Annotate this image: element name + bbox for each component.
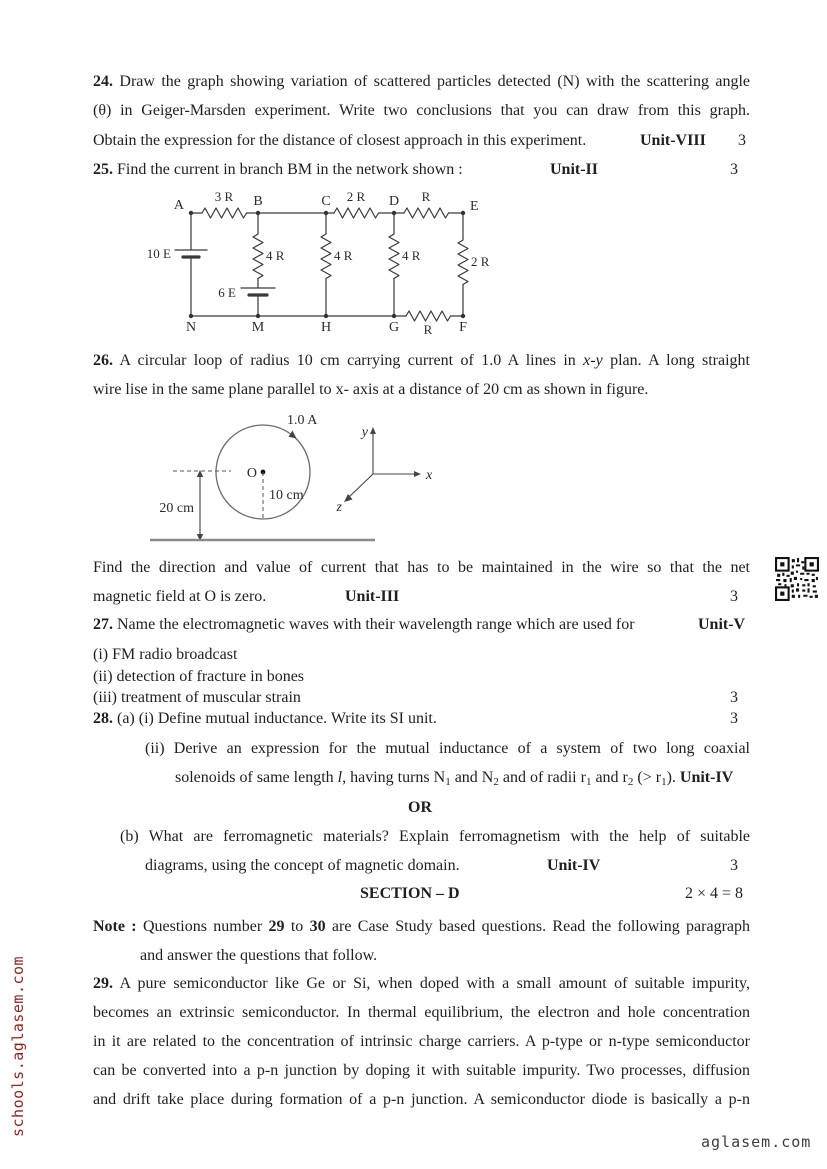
battery-label-6e: 6 E <box>218 285 236 300</box>
text-segment: magnetic field at O is zero. <box>93 588 267 605</box>
text-segment: A circular loop of radius 10 cm carrying current of 1.0 A lines in <box>113 352 584 369</box>
text-segment: Find the direction and value of current that has to be maintained in the wire so that the net <box>93 559 750 576</box>
text-segment: OR <box>408 799 432 816</box>
text-segment: 1 <box>661 776 667 788</box>
resistor-label-4r-bm: 4 R <box>266 248 285 263</box>
text-segment: l <box>337 769 343 786</box>
unit-tag-q25: Unit-II <box>550 161 599 178</box>
text-segment: Find the current in branch BM in the network shown : <box>113 161 463 178</box>
node-c-dot <box>324 211 328 215</box>
marks-q26: 3 <box>730 588 738 605</box>
marks-q24: 3 <box>738 132 746 149</box>
text-segment: (i) FM radio broadcast <box>93 646 238 663</box>
q24-line2 <box>93 100 750 122</box>
resistor-3r <box>202 208 247 218</box>
node-label-n: N <box>185 320 197 335</box>
text-segment: 29 <box>268 918 285 935</box>
resistor-4r-ch <box>321 234 331 279</box>
q24-line1 <box>93 71 750 93</box>
node-e-dot <box>461 211 465 215</box>
x-axis-arrowhead <box>414 471 421 477</box>
node-label-d: D <box>388 194 400 209</box>
unit-tag-q26: Unit-III <box>345 588 400 605</box>
node-label-b: B <box>253 194 263 209</box>
text-segment: solenoids of same length <box>175 769 338 786</box>
resistor-label-r-top: R <box>421 190 431 204</box>
q27-item-iii <box>93 687 738 709</box>
node-label-c: C <box>321 194 331 209</box>
resistor-r-bottom <box>406 311 451 321</box>
text-segment: 1 <box>585 776 592 788</box>
marks-q27: 3 <box>730 689 738 706</box>
text-segment: (a) (i) Define mutual inductance. Write its SI unit. <box>113 710 437 727</box>
circuit-diagram-figure <box>138 190 498 340</box>
note-line2 <box>140 945 377 967</box>
section-d-marks: 2 × 4 = 8 <box>685 885 744 902</box>
y-axis-label: y <box>361 425 368 440</box>
footer-brand: aglasem.com <box>701 1133 812 1151</box>
q27-item-i <box>93 644 237 666</box>
text-segment: 25. <box>93 161 113 178</box>
text-segment: 30 <box>309 918 326 935</box>
node-g-dot <box>392 314 396 318</box>
text-segment: 29. <box>93 975 113 992</box>
center-label: O <box>246 466 257 481</box>
q24-line3 <box>93 130 746 152</box>
text-segment: and answer the questions that follow. <box>140 947 378 964</box>
text-segment: Questions number <box>136 918 269 935</box>
text-segment: in it are related to the concentration of intrinsic charge carriers. A p-type or n-type semiconductor <box>93 1033 750 1050</box>
text-segment: Note : <box>93 918 137 935</box>
node-f-dot <box>461 314 465 318</box>
marks-q25: 3 <box>730 161 738 178</box>
marks-q28: 3 <box>730 710 738 727</box>
text-segment: ). <box>666 769 680 786</box>
text-segment: plan. A long straight <box>602 352 750 369</box>
text-segment: 2 <box>627 776 634 788</box>
resistor-label-r-bottom: R <box>423 322 433 337</box>
y-axis-arrowhead <box>370 427 376 434</box>
text-segment: (ii) Derive an expression for the mutual inductance of a system of two long coaxial <box>145 740 750 757</box>
resistor-label-4r-ch: 4 R <box>334 248 353 263</box>
node-a-dot <box>189 211 193 215</box>
q29-line3 <box>93 1031 750 1053</box>
q26-line2 <box>93 379 648 401</box>
distance-label: 20 cm <box>159 501 194 516</box>
text-segment: Draw the graph showing variation of scattered particles detected (N) with the scattering angle <box>113 73 750 90</box>
watermark-vertical: schools.aglasem.com <box>9 955 27 1137</box>
node-label-f: F <box>459 320 467 335</box>
node-label-m: M <box>251 320 265 335</box>
q29-line5 <box>93 1089 750 1111</box>
x-axis-label: x <box>426 468 433 483</box>
q28b-line1 <box>120 826 750 848</box>
q28b-line2 <box>145 855 738 877</box>
q25-line <box>93 159 738 181</box>
battery-label-10e: 10 E <box>146 246 171 261</box>
resistor-label-2r-ef: 2 R <box>471 254 490 269</box>
q26-line1 <box>93 350 750 372</box>
text-segment: (iii) treatment of muscular strain <box>93 689 301 706</box>
text-segment: (> r <box>633 769 662 786</box>
text-segment: wire lise in the same plane parallel to x- axis at a distance of 20 cm as shown in figure. <box>93 381 649 398</box>
text-segment: 24. <box>93 73 113 90</box>
z-axis <box>348 474 373 498</box>
node-d-dot <box>392 211 396 215</box>
text-segment: Obtain the expression for the distance of closest approach in this experiment. <box>93 132 587 149</box>
q29-line4 <box>93 1060 750 1082</box>
current-direction-arrow <box>289 431 297 439</box>
text-segment: 28. <box>93 710 113 727</box>
node-n-dot <box>189 314 193 318</box>
text-segment: diagrams, using the concept of magnetic domain. <box>145 857 460 874</box>
node-m-dot <box>256 314 260 318</box>
marks-q28b: 3 <box>730 857 738 874</box>
text-segment: A pure semiconductor like Ge or Si, when doped with a small amount of suitable impurity, <box>113 975 750 992</box>
q28a-line <box>93 708 738 730</box>
unit-tag-q27: Unit-V <box>698 616 746 633</box>
node-h-dot <box>324 314 328 318</box>
text-segment: and r <box>591 769 628 786</box>
resistor-label-2r: 2 R <box>346 190 366 204</box>
text-segment: are Case Study based questions. Read the following paragraph <box>325 918 751 935</box>
text-segment: SECTION – D <box>360 885 460 902</box>
q26-line4 <box>93 586 738 608</box>
text-segment: can be converted into a p-n junction by doping it with suitable impurity. Two processes, diffusion <box>93 1062 750 1079</box>
z-axis-label: z <box>336 500 342 515</box>
circular-loop-figure <box>130 402 460 552</box>
text-segment: 27. <box>93 616 113 633</box>
current-label: 1.0 A <box>287 413 318 428</box>
resistor-2r-ef <box>458 240 468 285</box>
text-segment: , having turns N <box>342 769 446 786</box>
unit-tag-q24: Unit-VIII <box>640 132 706 149</box>
text-segment: 1 <box>445 776 451 788</box>
text-segment: and of radii r <box>498 769 586 786</box>
resistor-label-3r: 3 R <box>214 190 234 204</box>
q29-line1 <box>93 973 750 995</box>
resistor-4r-bm <box>253 234 263 279</box>
note-line1 <box>93 916 750 938</box>
text-segment: 2 <box>493 776 499 788</box>
text-segment: Name the electromagnetic waves with their wavelength range which are used for <box>113 616 635 633</box>
resistor-4r-dg <box>389 234 399 279</box>
node-label-e: E <box>470 199 479 214</box>
text-segment: and N <box>450 769 494 786</box>
text-segment: (ii) detection of fracture in bones <box>93 668 305 685</box>
text-segment: and drift take place during formation of a p-n junction. A semiconductor diode is basically a p-n <box>93 1091 750 1108</box>
resistor-2r <box>334 208 379 218</box>
qr-code <box>775 556 819 602</box>
resistor-r-top <box>404 208 449 218</box>
unit-tag-q28b: Unit-IV <box>547 857 601 874</box>
text-segment: (b) What are ferromagnetic materials? Explain ferromagnetism with the help of suitable <box>120 828 750 845</box>
node-label-a: A <box>173 198 184 213</box>
q27-item-ii <box>93 666 304 688</box>
node-b-dot <box>256 211 260 215</box>
q28a-ii-line1 <box>145 738 750 760</box>
section-d-heading <box>360 883 744 905</box>
text-segment: 26. <box>93 352 113 369</box>
text-segment: becomes an extrinsic semiconductor. In thermal equilibrium, the electron and hole concentration <box>93 1004 750 1021</box>
text-segment: (θ) in Geiger-Marsden experiment. Write two conclusions that you can draw from this graph. <box>93 102 750 119</box>
text-segment: x-y <box>583 352 603 369</box>
radius-label: 10 cm <box>269 488 304 503</box>
q27-line <box>93 614 746 636</box>
resistor-label-4r-dg: 4 R <box>402 248 421 263</box>
q26-line3 <box>93 557 750 579</box>
q29-line2 <box>93 1002 750 1024</box>
text-segment: to <box>284 918 310 935</box>
text-segment: Unit-IV <box>679 769 734 786</box>
q28a-ii-line2 <box>175 767 733 789</box>
node-label-g: G <box>388 320 400 335</box>
or-separator <box>408 797 432 819</box>
node-label-h: H <box>320 320 332 335</box>
